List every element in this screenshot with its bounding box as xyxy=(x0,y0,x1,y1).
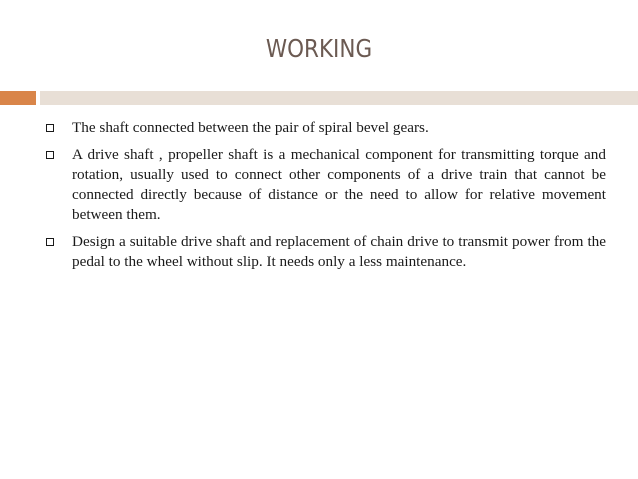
bullet-text: The shaft connected between the pair of spiral bevel gears. xyxy=(72,119,429,136)
bullet-item xyxy=(44,232,606,272)
hollow-square-bullet-icon xyxy=(46,124,54,132)
title-divider xyxy=(40,91,638,105)
bullet-item xyxy=(44,145,606,225)
slide-title: WORKING xyxy=(265,34,373,63)
hollow-square-bullet-icon xyxy=(46,151,54,159)
bullet-list xyxy=(44,118,606,279)
bullet-text: Design a suitable drive shaft and replacement of chain drive to transmit power from the pedal to the wheel without slip. It needs only a less maintenance. xyxy=(72,233,606,270)
bullet-text: A drive shaft , propeller shaft is a mechanical component for transmitting torque and rotation, usually used to connect other components of a drive train that cannot be connected directly because of distance or the need to allow for relative movement between them. xyxy=(72,146,606,223)
bullet-item xyxy=(44,118,606,138)
hollow-square-bullet-icon xyxy=(46,238,54,246)
accent-bar xyxy=(0,91,36,105)
